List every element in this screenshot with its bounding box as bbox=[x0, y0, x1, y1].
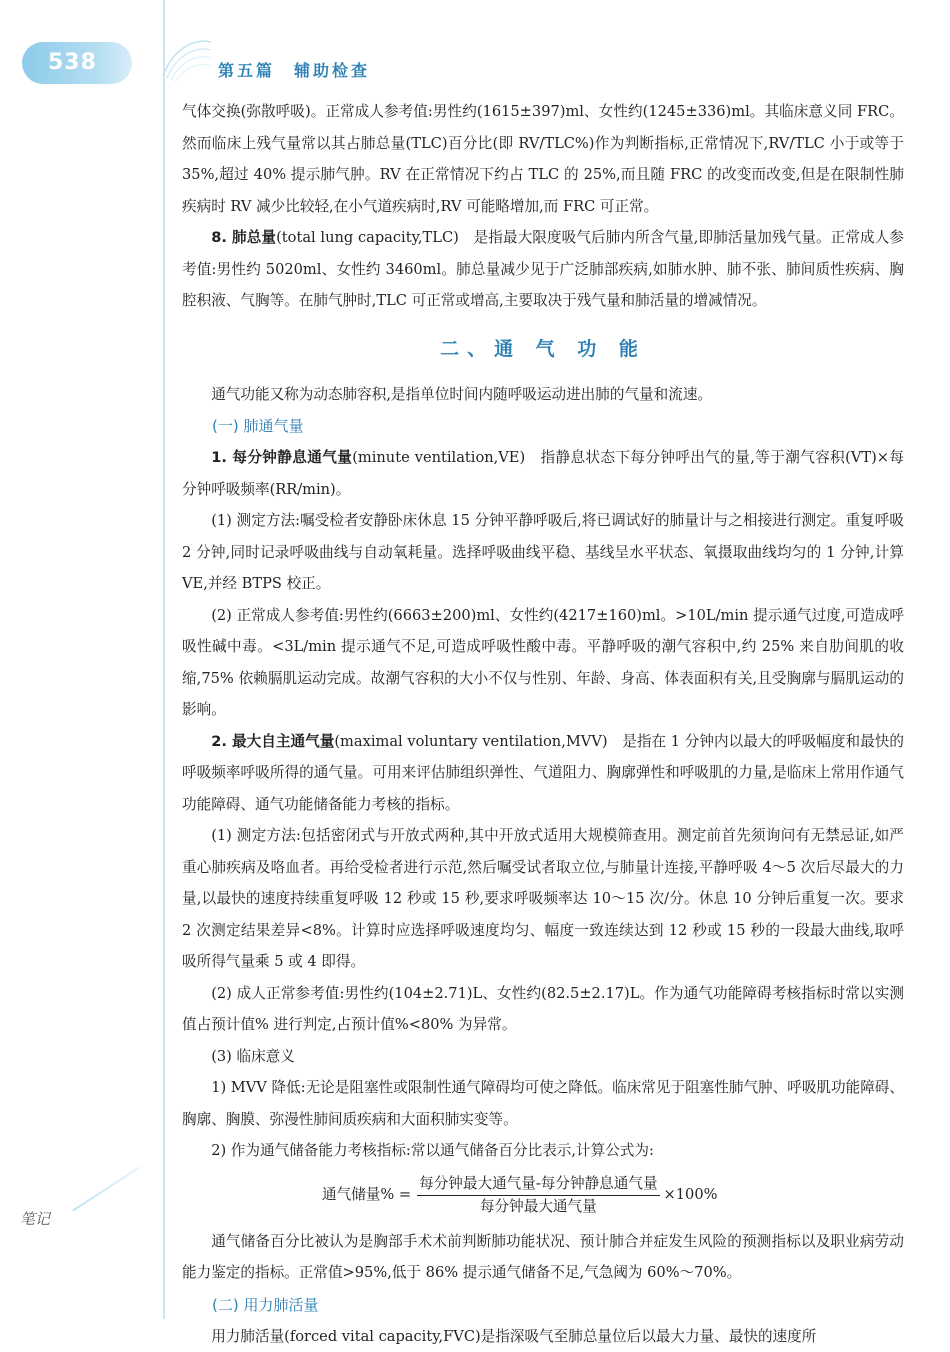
page-number-badge bbox=[22, 42, 132, 84]
paragraph-text: (total lung capacity,TLC) 是指最大限度吸气后肺内所含气量,即肺活量加残气量。正常成人参考值:男性约 5020ml、女性约 3460ml。肺总量减少见于广泛肺部疾病,如肺水肿、肺不张、肺间质性疾病、胸腔积液、气胸等。在肺气肿时,TLC 可正常或增高,主要取决于残气量和肺活量的增减情况。 bbox=[182, 229, 904, 309]
paragraph: 通气功能又称为动态肺容积,是指单位时间内随呼吸运动进出肺的气量和流速。 bbox=[182, 379, 904, 411]
margin-note-line bbox=[72, 1166, 140, 1211]
section-title: 二、通 气 功 能 bbox=[182, 321, 904, 377]
paragraph: 用力肺活量(forced vital capacity,FVC)是指深吸气至肺总量位后以最大力量、最快的速度所 bbox=[182, 1321, 904, 1352]
formula-fraction bbox=[417, 1173, 659, 1218]
paragraph: (3) 临床意义 bbox=[182, 1041, 904, 1073]
running-head: 第五篇 辅助检查 bbox=[218, 58, 370, 81]
term-heading: 8. 肺总量 bbox=[211, 229, 276, 246]
subsection-heading: (二) 用力肺活量 bbox=[182, 1289, 904, 1321]
formula-denominator: 每分钟最大通气量 bbox=[478, 1196, 599, 1218]
formula-numerator: 每分钟最大通气量-每分钟静息通气量 bbox=[417, 1173, 659, 1196]
paragraph: 1) MVV 降低:无论是阻塞性或限制性通气障碍均可使之降低。临床常见于阻塞性肺气肿、呼吸肌功能障碍、胸廓、胸膜、弥漫性肺间质疾病和大面积肺实变等。 bbox=[182, 1072, 904, 1135]
paragraph: 2) 作为通气储备能力考核指标:常以通气储备百分比表示,计算公式为: bbox=[182, 1135, 904, 1167]
ventilation-reserve-formula bbox=[322, 1173, 904, 1218]
paragraph: 通气储备百分比被认为是胸部手术术前判断肺功能状况、预计肺合并症发生风险的预测指标以及职业病劳动能力鉴定的指标。正常值>95%,低于 86% 提示通气储备不足,气急阈为 60%～70%。 bbox=[182, 1226, 904, 1289]
margin-rule bbox=[163, 0, 165, 1319]
term-heading: 1. 每分钟静息通气量 bbox=[211, 449, 352, 466]
paragraph-text: (minute ventilation,VE) 指静息状态下每分钟呼出气的量,等于潮气容积(VT)×每分钟呼吸频率(RR/min)。 bbox=[182, 449, 904, 498]
paragraph: (2) 正常成人参考值:男性约(6663±200)ml、女性约(4217±160)ml。>10L/min 提示通气过度,可造成呼吸性碱中毒。<3L/min 提示通气不足,可造成呼吸性酸中毒。平静呼吸的潮气容积中,约 25% 来自肋间肌的收缩,75% 依赖膈肌运动完成。故潮气容积的大小不仅与性别、年龄、身高、体表面积有关,且受胸廓与膈肌运动的影响。 bbox=[182, 600, 904, 726]
paragraph bbox=[182, 726, 904, 821]
body-text bbox=[182, 96, 904, 1352]
term-heading: 2. 最大自主通气量 bbox=[211, 733, 334, 750]
subsection-heading: (一) 肺通气量 bbox=[182, 410, 904, 442]
paragraph-text: (maximal voluntary ventilation,MVV) 是指在 1 分钟内以最大的呼吸幅度和最快的呼吸频率呼吸所得的通气量。可用来评估肺组织弹性、气道阻力、胸廓弹性和呼吸肌的力量,是临床上常用作通气功能障碍、通气功能储备能力考核的指标。 bbox=[182, 733, 904, 813]
formula-rhs: ×100% bbox=[664, 1184, 718, 1206]
page-number: 538 bbox=[48, 50, 97, 75]
paragraph bbox=[182, 442, 904, 505]
swirl-ornament-icon bbox=[155, 28, 215, 88]
paragraph: 气体交换(弥散呼吸)。正常成人参考值:男性约(1615±397)ml、女性约(1245±336)ml。其临床意义同 FRC。然而临床上残气量常以其占肺总量(TLC)百分比(即 RV/TLC%)作为判断指标,正常情况下,RV/TLC 小于或等于 35%,超过 40% 提示肺气肿。RV 在正常情况下约占 TLC 的 25%,而且随 FRC 的改变而改变,但是在限制性肺疾病时 RV 减少比较轻,在小气道疾病时,RV 可能略增加,而 FRC 可正常。 bbox=[182, 96, 904, 222]
formula-lhs: 通气储量% = bbox=[322, 1184, 411, 1206]
paragraph bbox=[182, 222, 904, 317]
paragraph: (2) 成人正常参考值:男性约(104±2.71)L、女性约(82.5±2.17)L。作为通气功能障碍考核指标时常以实测值占预计值% 进行判定,占预计值%<80% 为异常。 bbox=[182, 978, 904, 1041]
paragraph: (1) 测定方法:嘱受检者安静卧床休息 15 分钟平静呼吸后,将已调试好的肺量计与之相接进行测定。重复呼吸 2 分钟,同时记录呼吸曲线与自动氧耗量。选择呼吸曲线平稳、基线呈水平状态、氧摄取曲线均匀的 1 分钟,计算 VE,并经 BTPS 校正。 bbox=[182, 505, 904, 600]
margin-note-label: 笔记 bbox=[20, 1208, 50, 1229]
paragraph: (1) 测定方法:包括密闭式与开放式两种,其中开放式适用大规模筛查用。测定前首先须询问有无禁忌证,如严重心肺疾病及咯血者。再给受检者进行示范,然后嘱受试者取立位,与肺量计连接,平静呼吸 4～5 次后尽最大的力量,以最快的速度持续重复呼吸 12 秒或 15 秒,要求呼吸频率达 10～15 次/分。休息 10 分钟后重复一次。要求 2 次测定结果差异<8%。计算时应选择呼吸速度均匀、幅度一致连续达到 12 秒或 15 秒的一段最大曲线,取呼吸所得气量乘 5 或 4 即得。 bbox=[182, 820, 904, 978]
